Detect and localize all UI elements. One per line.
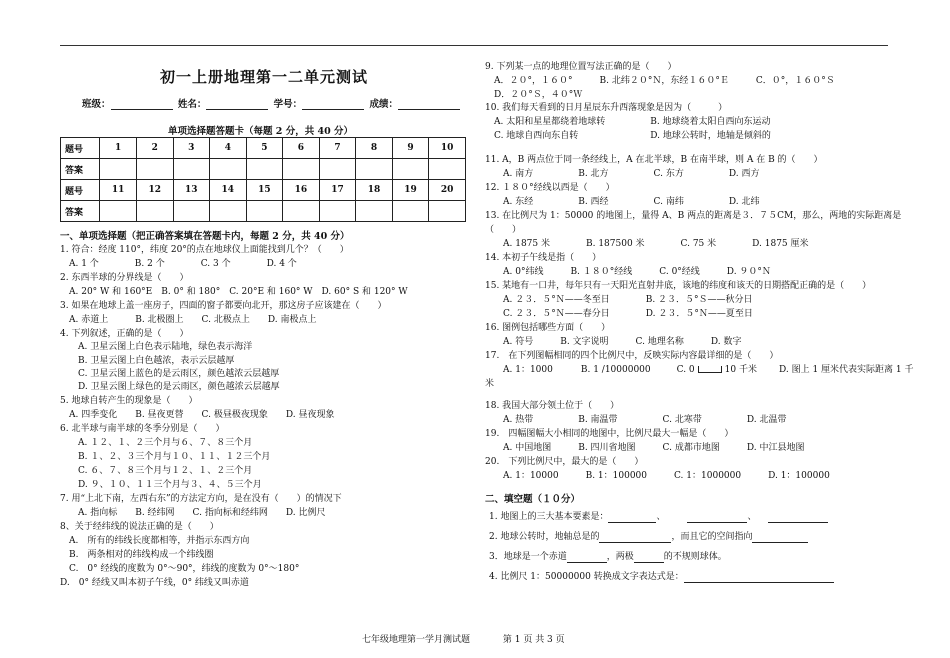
qnum: 2 bbox=[136, 138, 173, 159]
label-answer: 答案 bbox=[61, 201, 100, 222]
answer-cell[interactable] bbox=[356, 159, 393, 180]
answer-cell[interactable] bbox=[100, 201, 137, 222]
class-field[interactable] bbox=[111, 100, 173, 110]
question-line: B. １、２、３三个月与１０、１１、１２三个月 bbox=[60, 452, 271, 462]
q17-d: D. 图上 1 厘米代表实际距离 1 千 bbox=[778, 365, 914, 375]
qnum: 4 bbox=[210, 138, 247, 159]
question-line: A. 太阳和星星都绕着地球转 B. 地球绕着太阳自西向东运动 bbox=[485, 117, 771, 127]
answer-cell[interactable] bbox=[319, 159, 356, 180]
answer-cell[interactable] bbox=[429, 159, 466, 180]
answer-cell[interactable] bbox=[136, 201, 173, 222]
answer-card bbox=[60, 137, 466, 222]
question-line: A. ２３．５°Ｎ——冬至日 B. ２３．５°Ｓ——秋分日 bbox=[485, 295, 753, 305]
question-line: （ ） bbox=[485, 225, 522, 235]
label-number: 题号 bbox=[61, 138, 100, 159]
question-line: A. 中国地图 B. 四川省地图 C. 成都市地图 D. 中江县地图 bbox=[485, 443, 805, 453]
qnum: 3 bbox=[173, 138, 210, 159]
question-line: 19. 四幅图幅大小相同的地图中，比例尺最大一幅是（ ） bbox=[485, 429, 734, 439]
page-number: 第 1 页 共 3 页 bbox=[502, 635, 565, 645]
fill-blank[interactable] bbox=[599, 533, 671, 543]
question-line: B. 两条相对的纬线构成一个纬线圈 bbox=[60, 550, 214, 560]
qnum: 15 bbox=[246, 180, 283, 201]
question-line: A. 20° W 和 160°E B. 0° 和 180° C. 20°E 和 160° W D. 60° S 和 120° W bbox=[60, 287, 408, 297]
answer-cell[interactable] bbox=[392, 201, 429, 222]
fill-blank[interactable] bbox=[752, 533, 808, 543]
question-line: A. 卫星云图上白色表示陆地，绿色表示海洋 bbox=[60, 342, 253, 352]
question-line: A. 指向标 B. 经纬网 C. 指向标和经纬网 D. 比例尺 bbox=[60, 508, 326, 518]
header-rule bbox=[60, 45, 888, 46]
question-line: C. 0° 经线的度数为 0°～90°，纬线的度数为 0°～180° bbox=[60, 564, 300, 574]
id-field[interactable] bbox=[302, 100, 364, 110]
question-line: 8、关于经纬线的说法正确的是（ ） bbox=[60, 522, 219, 532]
qnum: 14 bbox=[210, 180, 247, 201]
question-line: 3. 如果在地球上盖一座房子，四面的窗子都要向北开，那这房子应该建在（ ） bbox=[60, 301, 387, 311]
qnum: 20 bbox=[429, 180, 466, 201]
fill-q2-text2: ，而且它的空间指向 bbox=[671, 532, 753, 542]
question-line: C. 卫星云图上蓝色的是云雨区，颜色越浓云层越厚 bbox=[60, 369, 280, 379]
qnum: 17 bbox=[319, 180, 356, 201]
question-line: A. 0°纬线 B. １８０°经线 C. 0°经线 D. ９０°Ｎ bbox=[485, 267, 771, 277]
qnum: 5 bbox=[246, 138, 283, 159]
question-line: A. 1 个 B. 2 个 C. 3 个 D. 4 个 bbox=[60, 259, 297, 269]
fill-blank[interactable] bbox=[567, 553, 607, 563]
q17-options bbox=[485, 365, 913, 376]
name-label: 姓名： bbox=[177, 99, 207, 110]
q17-a: A. 1：1000 bbox=[503, 365, 553, 375]
student-info bbox=[82, 96, 462, 110]
label-answer: 答案 bbox=[61, 159, 100, 180]
answer-cell[interactable] bbox=[356, 201, 393, 222]
card-row-answers-2 bbox=[61, 201, 466, 222]
answer-cell[interactable] bbox=[210, 201, 247, 222]
class-label: 班级： bbox=[82, 99, 111, 110]
answer-cell[interactable] bbox=[173, 159, 210, 180]
question-line: 6. 北半球与南半球的冬季分别是（ ） bbox=[60, 424, 225, 434]
question-line: 4. 下列叙述，正确的是（ ） bbox=[60, 329, 189, 339]
question-line: A. 1：10000 B. 1：100000 C. 1：1000000 D. 1：100000 bbox=[485, 471, 830, 481]
fill-q1-text: 1. 地图上的三大基本要素是： bbox=[489, 512, 609, 522]
answer-cell[interactable] bbox=[319, 201, 356, 222]
card-row-answers-1 bbox=[61, 159, 466, 180]
answer-cell[interactable] bbox=[246, 159, 283, 180]
answer-card-title: 单项选择题答题卡（每题 2 分，共 40 分） bbox=[168, 126, 354, 137]
scale-bar-icon bbox=[698, 366, 722, 373]
qnum: 19 bbox=[392, 180, 429, 201]
card-row-numbers-2 bbox=[61, 180, 466, 201]
question-line: D．２０°Ｓ，４０°Ｗ bbox=[485, 90, 583, 100]
section-heading-choice: 一、单项选择题（把正确答案填在答题卡内，每题 2 分，共 40 分） bbox=[60, 231, 350, 242]
id-label: 学号： bbox=[273, 99, 303, 110]
question-line: 18. 我国大部分领土位于（ ） bbox=[485, 401, 620, 411]
question-line: C. ６、７、８三个月与１２、１、２三个月 bbox=[60, 466, 253, 476]
fill-q3 bbox=[489, 552, 727, 563]
question-line: 11. A，B 两点位于同一条经线上，A 在北半球，B 在南半球，则 A 在 B 的（ ） bbox=[485, 155, 823, 165]
question-line: A. １２、１、２三个月与６、７、８三个月 bbox=[60, 438, 253, 448]
q17-b: B. 1 /10000000 bbox=[580, 365, 651, 375]
question-line: D. 0° 经线又叫本初子午线，0° 纬线又叫赤道 bbox=[60, 578, 249, 588]
question-line: A. 四季变化 B. 昼夜更替 C. 极昼极夜现象 D. 昼夜现象 bbox=[60, 410, 335, 420]
question-line: A．２０°，１６０° B. 北纬２０°Ｎ，东经１６０°Ｅ C．０°，１６０°Ｓ bbox=[485, 76, 835, 86]
name-field[interactable] bbox=[206, 100, 268, 110]
answer-cell[interactable] bbox=[210, 159, 247, 180]
fill-q4-text: 4. 比例尺 1：50000000 转换成文字表达式是： bbox=[489, 572, 684, 582]
label-number: 题号 bbox=[61, 180, 100, 201]
answer-cell[interactable] bbox=[246, 201, 283, 222]
question-line: 1. 符合：经度 110°，纬度 20°的点在地球仪上面能找到几个？（ ） bbox=[60, 245, 349, 255]
question-line: 10. 我们每天看到的日月星辰东升西落现象是因为（ ） bbox=[485, 103, 728, 113]
qnum: 9 bbox=[392, 138, 429, 159]
qnum: 8 bbox=[356, 138, 393, 159]
question-line: B. 卫星云图上白色越浓，表示云层越厚 bbox=[60, 356, 235, 366]
question-line: A. 符号 B. 文字说明 C. 地理名称 D. 数字 bbox=[485, 337, 742, 347]
question-line: 16. 图例包括哪些方面（ ） bbox=[485, 323, 611, 333]
fill-blank[interactable] bbox=[634, 553, 664, 563]
fill-blank[interactable] bbox=[687, 513, 747, 523]
fill-q3-text3: 的不规则球体。 bbox=[663, 552, 727, 562]
qnum: 1 bbox=[100, 138, 137, 159]
fill-q4 bbox=[489, 572, 834, 583]
answer-cell[interactable] bbox=[392, 159, 429, 180]
qnum: 16 bbox=[283, 180, 320, 201]
question-line: A. 赤道上 B. 北极圈上 C. 北极点上 D. 南极点上 bbox=[60, 315, 317, 325]
q17-d-cont: 米 bbox=[485, 379, 495, 389]
fill-q3-text2: ，两极 bbox=[606, 552, 634, 562]
qnum: 13 bbox=[173, 180, 210, 201]
question-line: 12. １８０°经线以西是（ ） bbox=[485, 183, 615, 193]
question-line: A. 1875 米 B. 187500 米 C. 75 米 D. 1875 厘米 bbox=[485, 239, 809, 249]
fill-q2 bbox=[489, 532, 808, 543]
qnum: 12 bbox=[136, 180, 173, 201]
question-line: C. 地球自西向东自转 D. 地球公转时，地轴是倾斜的 bbox=[485, 131, 771, 141]
score-label: 成绩： bbox=[369, 99, 398, 110]
section-heading-fill: 二、填空题（１０分） bbox=[485, 494, 581, 505]
question-line: 9. 下列某一点的地理位置写法正确的是（ ） bbox=[485, 62, 677, 72]
fill-q1-sep: 、 bbox=[747, 512, 757, 522]
question-line: 17. 在下列图幅相同的四个比例尺中，反映实际内容最详细的是（ ） bbox=[485, 351, 779, 361]
question-line: 15. 某地有一口井，每年只有一天阳光直射井底，该地的纬度和该天的日期搭配正确的是（ ） bbox=[485, 281, 872, 291]
answer-cell[interactable] bbox=[136, 159, 173, 180]
qnum: 7 bbox=[319, 138, 356, 159]
fill-q2-text: 2. 地球公转时，地轴总是的 bbox=[489, 532, 600, 542]
fill-q1-sep: 、 bbox=[656, 512, 666, 522]
fill-q3-text: 3．地球是一个赤道 bbox=[489, 552, 567, 562]
qnum: 18 bbox=[356, 180, 393, 201]
qnum: 11 bbox=[100, 180, 137, 201]
answer-cell[interactable] bbox=[173, 201, 210, 222]
q17-c: C. 0 bbox=[676, 365, 695, 375]
page-title: 初一上册地理第一二单元测试 bbox=[160, 68, 369, 86]
qnum: 10 bbox=[429, 138, 466, 159]
qnum: 6 bbox=[283, 138, 320, 159]
question-line: D. ９、１０、１１三个月与３、４、５三个月 bbox=[60, 480, 262, 490]
question-line: A. 南方 B. 北方 C. 东方 D. 西方 bbox=[485, 169, 760, 179]
q17-c-unit: 10 千米 bbox=[724, 365, 757, 375]
question-line: 5. 地球自转产生的现象是（ ） bbox=[60, 396, 198, 406]
answer-cell[interactable] bbox=[283, 201, 320, 222]
score-field[interactable] bbox=[398, 100, 460, 110]
footer-text: 七年级地理第一学月测试题 bbox=[362, 635, 471, 645]
fill-blank[interactable] bbox=[608, 513, 656, 523]
page-footer bbox=[362, 632, 565, 645]
fill-blank[interactable] bbox=[768, 513, 828, 523]
question-line: 13. 在比例尺为 1：50000 的地图上，量得 A、B 两点的距离是３．７５CM，那么，两地的实际距离是 bbox=[485, 211, 902, 221]
question-line: 7. 用“上北下南，左西右东”的方法定方向，是在没有（ ）的情况下 bbox=[60, 494, 342, 504]
answer-cell[interactable] bbox=[283, 159, 320, 180]
question-line: 20. 下列比例尺中，最大的是（ ） bbox=[485, 457, 644, 467]
answer-cell[interactable] bbox=[100, 159, 137, 180]
question-line: 14. 本初子午线是指（ ） bbox=[485, 253, 602, 263]
question-line: 2. 东西半球的分界线是（ ） bbox=[60, 273, 189, 283]
question-line: D. 卫星云图上绿色的是云雨区，颜色越浓云层越厚 bbox=[60, 382, 280, 392]
question-line: C. ２３．５°Ｎ——春分日 D. ２３．５°Ｎ——夏至日 bbox=[485, 309, 753, 319]
card-row-numbers-1 bbox=[61, 138, 466, 159]
fill-q1 bbox=[489, 512, 828, 523]
question-line: A. 所有的纬线长度都相等，并指示东西方向 bbox=[60, 536, 250, 546]
question-line: A. 热带 B. 南温带 C. 北寒带 D. 北温带 bbox=[485, 415, 787, 425]
question-line: A. 东经 B. 西经 C. 南纬 D. 北纬 bbox=[485, 197, 760, 207]
fill-blank[interactable] bbox=[684, 573, 834, 583]
answer-cell[interactable] bbox=[429, 201, 466, 222]
